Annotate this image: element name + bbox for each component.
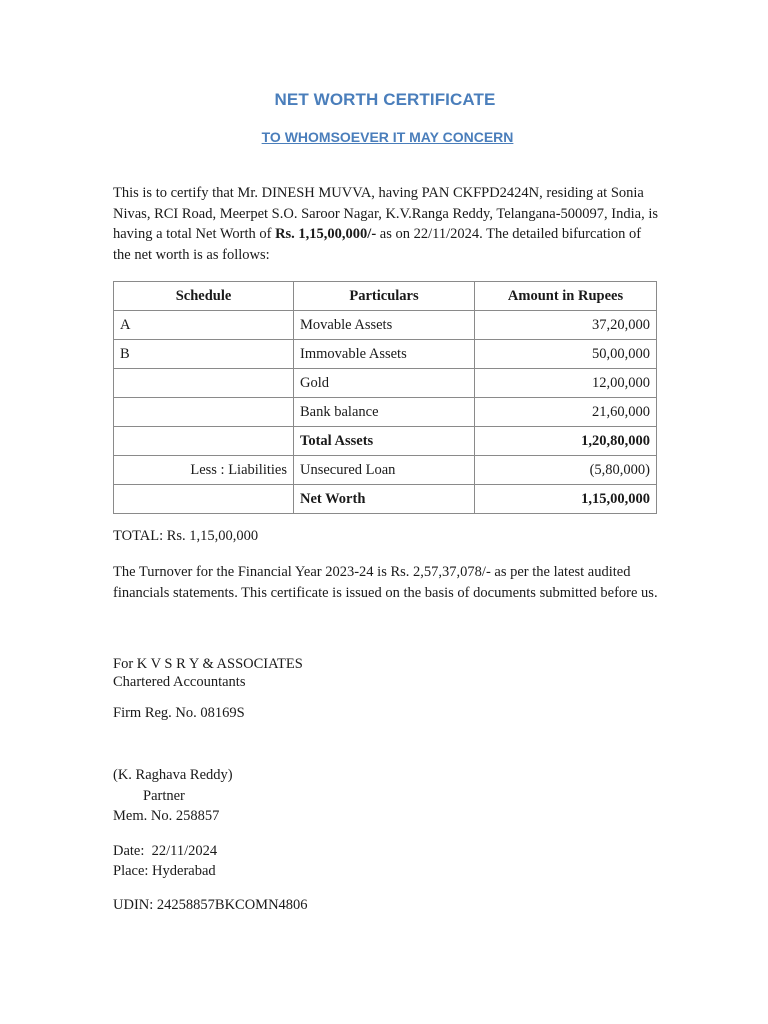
table-row-net-worth <box>114 485 657 514</box>
particulars-cell: Bank balance <box>294 398 475 427</box>
schedule-cell <box>114 369 294 398</box>
intro-text-before: This is to certify that Mr. DINESH MUVVA, having PAN CKFPD2424N, residing at Sonia Nivas, RCI Road, Meerpet S.O. Saroor Nagar, K.V.Ranga Reddy, Telangana-500097, India, is having a total Net Worth of <box>113 185 659 243</box>
signatory-name: (K. Raghava Reddy) <box>113 767 233 783</box>
particulars-cell: Gold <box>294 369 475 398</box>
table-row <box>114 340 657 369</box>
schedule-cell: A <box>114 311 294 340</box>
membership-no: Mem. No. 258857 <box>113 808 220 824</box>
certificate-title: NET WORTH CERTIFICATE <box>274 90 496 109</box>
total-line: TOTAL: Rs. 1,15,00,000 <box>113 528 259 544</box>
table-row <box>114 398 657 427</box>
schedule-cell <box>114 485 294 514</box>
schedule-cell: Less : Liabilities <box>114 456 294 485</box>
schedule-cell <box>114 398 294 427</box>
table-row-total-assets <box>114 427 657 456</box>
intro-text-after: as on 22/11/2024. The detailed bifurcation of the net worth is as follows: <box>113 226 642 264</box>
particulars-cell: Net Worth <box>294 485 475 514</box>
firm-reg-no: Firm Reg. No. 08169S <box>113 705 245 721</box>
particulars-cell: Total Assets <box>294 427 475 456</box>
intro-paragraph <box>113 183 658 266</box>
firm-for-line: For K V S R Y & ASSOCIATES <box>113 656 303 672</box>
amount-cell: 1,20,80,000 <box>475 427 657 456</box>
table-header-row <box>114 282 657 311</box>
signatory-role: Partner <box>143 788 185 804</box>
net-worth-amount: Rs. 1,15,00,000/- <box>275 226 377 243</box>
header-particulars: Particulars <box>294 282 475 311</box>
table-row-liabilities <box>114 456 657 485</box>
date-line: Date: 22/11/2024 <box>113 843 218 859</box>
schedule-cell: B <box>114 340 294 369</box>
particulars-cell: Immovable Assets <box>294 340 475 369</box>
udin-line: UDIN: 24258857BKCOMN4806 <box>113 897 308 913</box>
place-line: Place: Hyderabad <box>113 863 216 879</box>
turnover-paragraph: The Turnover for the Financial Year 2023-24 is Rs. 2,57,37,078/- as per the latest audited financials statements. This certificate is issued on the basis of documents submitted before us. <box>113 564 658 601</box>
amount-cell: 1,15,00,000 <box>475 485 657 514</box>
amount-cell: 21,60,000 <box>475 398 657 427</box>
table-row <box>114 369 657 398</box>
net-worth-table <box>113 281 657 514</box>
amount-cell: 50,00,000 <box>475 340 657 369</box>
header-schedule: Schedule <box>114 282 294 311</box>
amount-cell: 12,00,000 <box>475 369 657 398</box>
header-amount: Amount in Rupees <box>475 282 657 311</box>
amount-cell: 37,20,000 <box>475 311 657 340</box>
particulars-cell: Unsecured Loan <box>294 456 475 485</box>
particulars-cell: Movable Assets <box>294 311 475 340</box>
certificate-subtitle: TO WHOMSOEVER IT MAY CONCERN <box>261 129 514 145</box>
firm-type: Chartered Accountants <box>113 674 246 690</box>
amount-cell: (5,80,000) <box>475 456 657 485</box>
table-row <box>114 311 657 340</box>
schedule-cell <box>114 427 294 456</box>
